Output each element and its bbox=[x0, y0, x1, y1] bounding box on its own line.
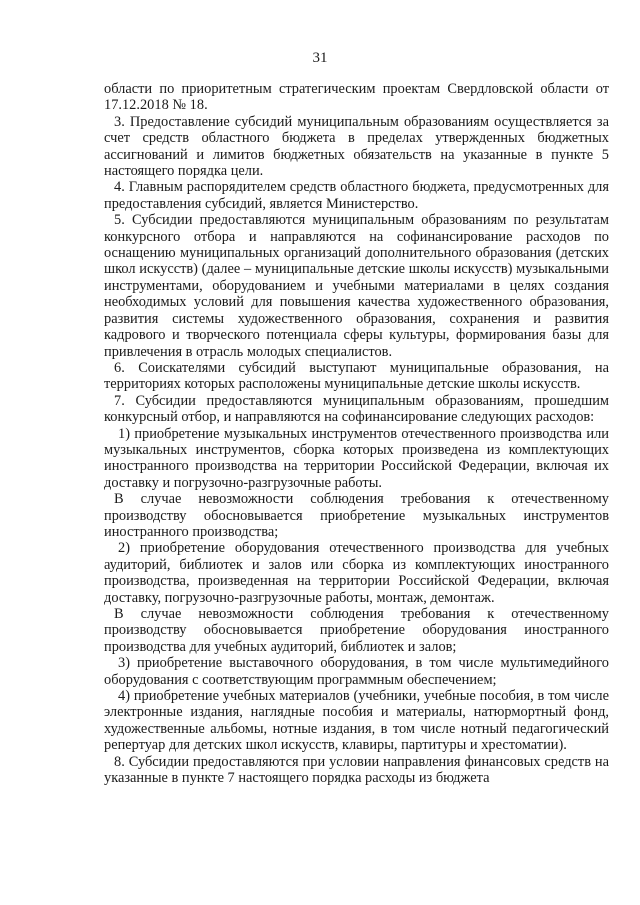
list-item-1: 1) приобретение музыкальных инструментов отечественного производства или музыкальных инструментов, сборка которых произведена из комплектующих иностранного производства на территории Российской Федерации, включая их доставку и погрузочно-разгрузочные работы. bbox=[104, 425, 609, 491]
paragraph-item-5: 5. Субсидии предоставляются муниципальным образованиям по результатам конкурсного отбора и направляются на софинансирование расходов по оснащению муниципальных организаций дополнительного образования (детских школ искусств) (далее – муниципальные детские школы искусств) музыкальными инструментами, оборудованием и учебными материалами в целях создания необходимых условий для повышения качества художественного образования, развития системы художественного образования, сохранения и развития кадрового и творческого потенциала сферы культуры, формирования базы для привлечения в отрасль молодых специалистов. bbox=[104, 212, 609, 360]
paragraph-item-3: 3. Предоставление субсидий муниципальным образованиям осуществляется за счет средств областного бюджета в пределах утвержденных бюджетных ассигнований и лимитов бюджетных обязательств на указанные в пункте 5 настоящего порядка цели. bbox=[104, 113, 609, 180]
paragraph-item-6: 6. Соискателями субсидий выступают муниципальные образования, на территориях которых расположены муниципальные детские школы искусств. bbox=[104, 359, 609, 393]
list-item-4: 4) приобретение учебных материалов (учебники, учебные пособия, в том числе электронные издания, наглядные пособия и материалы, натюрмортный фонд, художественные альбомы, нотные издания, в том числе нотный педагогический репертуар для детских школ искусств, клавиры, партитуры и хрестоматии). bbox=[104, 688, 609, 754]
paragraph-item-4: 4. Главным распорядителем средств областного бюджета, предусмотренных для предоставления субсидий, является Министерство. bbox=[104, 179, 609, 212]
list-item-3: 3) приобретение выставочного оборудования, в том числе мультимедийного оборудования с соответствующим программным обеспечением; bbox=[104, 655, 609, 688]
paragraph-note-2: В случае невозможности соблюдения требования к отечественному производству обосновывается приобретение оборудования иностранного производства для учебных аудиторий, библиотек и залов; bbox=[104, 606, 609, 655]
page-number: 31 bbox=[312, 50, 328, 66]
paragraph-item-8: 8. Субсидии предоставляются при условии направления финансовых средств на указанные в пункте 7 настоящего порядка расходы из бюджета bbox=[104, 753, 609, 787]
paragraph-continuation: области по приоритетным стратегическим проектам Свердловской области от 17.12.2018 № 18. bbox=[104, 81, 609, 114]
paragraph-note-1: В случае невозможности соблюдения требования к отечественному производству обосновывается приобретение музыкальных инструментов иностранного производства; bbox=[104, 491, 609, 540]
document-body bbox=[104, 81, 609, 786]
list-item-2: 2) приобретение оборудования отечественного производства для учебных аудиторий, библиотек и залов или сборка из комплектующих иностранного производства, произведенная на территории Российской Федерации, включая доставку, погрузочно-разгрузочные работы, монтаж, демонтаж. bbox=[104, 540, 609, 606]
paragraph-item-7: 7. Субсидии предоставляются муниципальным образованиям, прошедшим конкурсный отбор, и направляются на софинансирование следующих расходов: bbox=[104, 392, 609, 426]
